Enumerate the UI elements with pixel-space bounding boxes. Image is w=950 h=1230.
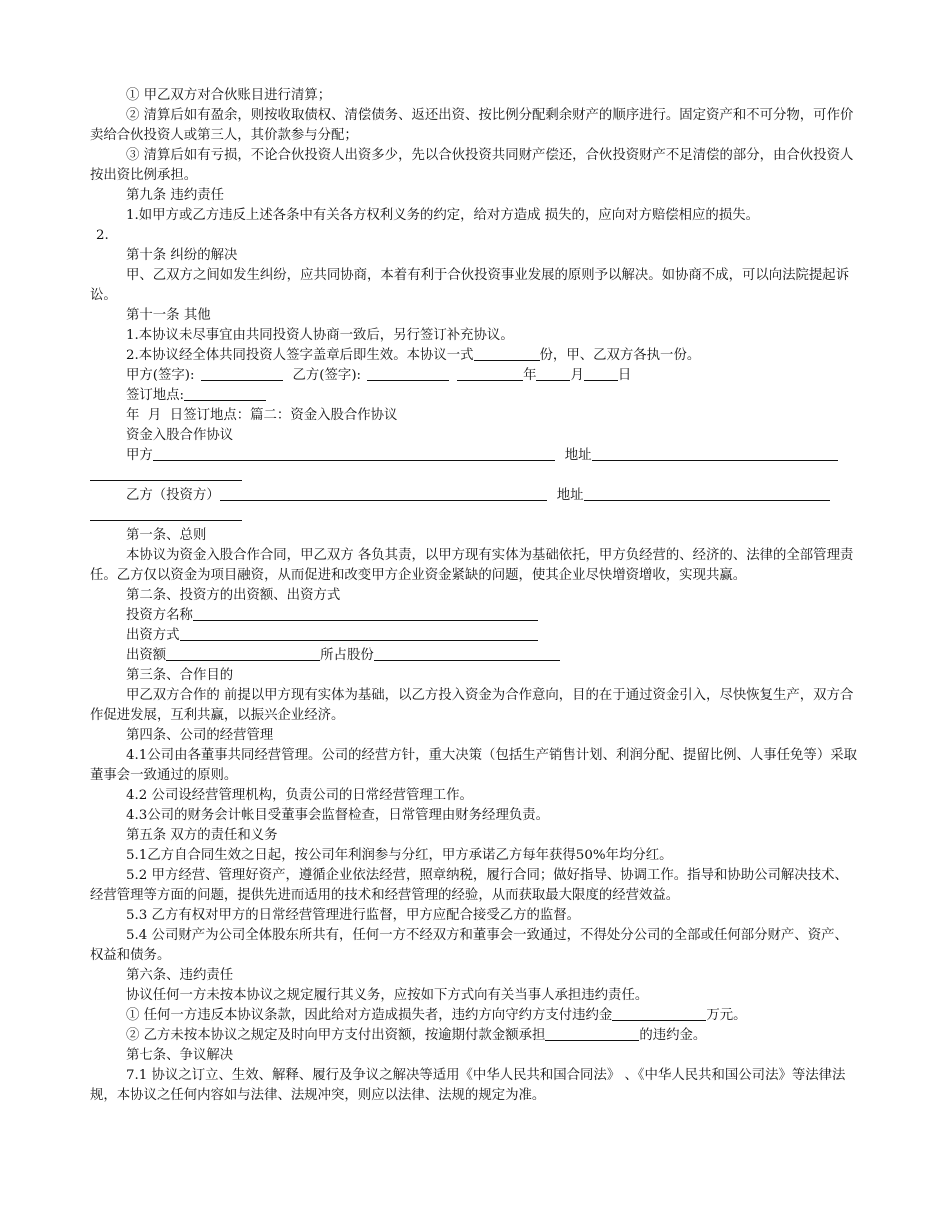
article-9-item-2: 2. (96, 228, 109, 243)
article-heading-2: 第二条、投资方的出资额、出资方式 (126, 588, 341, 603)
day-blank[interactable] (584, 366, 618, 381)
article-heading-6: 第六条、违约责任 (126, 968, 234, 983)
article-heading-4: 第四条、公司的经营管理 (126, 728, 274, 743)
copies-blank[interactable] (474, 346, 540, 361)
article-heading-3: 第三条、合作目的 (126, 668, 234, 683)
penalty-text: ① 任何一方违反本协议条款，因此给对方造成损失者，违约方向守约方支付违约金 (126, 1008, 613, 1023)
article-6-item-1 (90, 1006, 860, 1026)
clause-item-3: ③ 清算后如有亏损，不论合伙投资人出资多少，先以合伙投资共同财产偿还，合伙投资财产不足清偿的部分，由合伙投资人按出资比例承担。 (90, 148, 854, 183)
article-heading-11: 第十一条 其他 (126, 308, 211, 323)
investment-amount-label: 出资额 (126, 648, 167, 663)
clause-item-1: ① 甲乙双方对合伙账目进行清算； (126, 88, 332, 103)
month-blank[interactable] (536, 366, 570, 381)
article-5-item-2: 5.2 甲方经营、管理好资产，遵循企业依法经营，照章纳税，履行合同；做好指导、协调工作。指导和协助公司解决技术、经营管理等方面的问题，提供先进而适用的技术和经营管理的经验，从而获取最大限度的经营效益。 (90, 868, 848, 903)
party-b-sign-label: 乙方(签字): (292, 368, 362, 383)
article-7-item-1: 7.1 协议之订立、生效、解释、履行及争议之解决等适用《中华人民共和国合同法》 、《中华人民共和国公司法》等法律法规，本协议之任何内容如与法律、法规冲突，则应以法律、法规的规定为准。 (90, 1068, 846, 1103)
party-a-line (90, 446, 860, 466)
party-a-address-cont (90, 466, 860, 486)
signature-line (90, 366, 860, 386)
article-4-item-3: 4.3公司的财务会计帐目受董事会监督检查，日常管理由财务经理负责。 (126, 808, 550, 823)
article-1-text: 本协议为资金入股合作合同，甲乙双方 各负其责，以甲方现有实体为基础依托，甲方负经营的、经济的、法律的全部管理责任。乙方仅以资金为项目融资，从而促进和改变甲方企业资金紧缺的问题，使其企业尽快增资增收，实现共赢。 (90, 548, 854, 583)
article-heading-1: 第一条、总则 (126, 528, 207, 543)
party-b-address-blank[interactable] (584, 486, 830, 501)
party-a-address-blank[interactable] (592, 446, 838, 461)
article-4-item-2: 4.2 公司设经营管理机构，负责公司的日常经营管理工作。 (126, 788, 473, 803)
investment-method-line (90, 626, 860, 646)
investment-method-label: 出资方式 (126, 628, 180, 643)
article-5-item-1: 5.1乙方自合同生效之日起，按公司年利润参与分红，甲方承诺乙方每年获得50%年均分红。 (126, 848, 673, 863)
investment-method-blank[interactable] (180, 626, 538, 641)
article-heading-9: 第九条 违约责任 (126, 188, 224, 203)
investor-name-blank[interactable] (193, 606, 538, 621)
article-heading-10: 第十条 纠纷的解决 (126, 248, 238, 263)
party-a-sign-blank[interactable] (201, 366, 283, 381)
date-place-line: 年 月 日签订地点：篇二：资金入股合作协议 (126, 408, 398, 423)
party-b-address-blank-2[interactable] (90, 506, 242, 521)
penalty-unit: 万元。 (706, 1008, 747, 1023)
month-label: 月 (570, 368, 584, 383)
article-5-item-4: 5.4 公司财产为公司全体股东所共有，任何一方不经双方和董事会一致通过，不得处分公司的全部或任何部分财产、资产、权益和债务。 (90, 928, 848, 963)
day-label: 日 (617, 368, 632, 383)
signing-place-blank[interactable] (184, 386, 266, 401)
party-b-line (90, 486, 860, 506)
investor-name-label: 投资方名称 (126, 608, 193, 623)
party-a-label: 甲方 (126, 448, 153, 463)
document-page (90, 86, 860, 1106)
party-b-sign-blank[interactable] (367, 366, 449, 381)
signing-place (90, 386, 860, 406)
party-b-blank[interactable] (220, 486, 547, 501)
year-label: 年 (523, 368, 537, 383)
article-6-item-2 (90, 1026, 860, 1046)
copies-text: 2.本协议经全体共同投资人签字盖章后即生效。本协议一式 (126, 348, 474, 363)
article-10-text: 甲、乙双方之间如发生纠纷，应共同协商，本着有利于合伙投资事业发展的原则予以解决。如协商不成，可以向法院提起诉讼。 (90, 268, 850, 303)
party-b-address-label: 地址 (556, 488, 584, 503)
penalty-blank[interactable] (612, 1006, 706, 1021)
investment-amount-line (90, 646, 860, 666)
clause-item-2: ② 清算后如有盈余，则按收取债权、清偿债务、返还出资、按比例分配剩余财产的顺序进行。固定资产和不可分物，可作价卖给合伙投资人或第三人，其价款参与分配； (90, 108, 854, 143)
party-a-sign-label: 甲方(签字): (126, 368, 195, 383)
article-3-text: 甲乙双方合作的 前提以甲方现有实体为基础，以乙方投入资金为合作意向，目的在于通过资金引入，尽快恢复生产，双方合作促进发展，互利共赢，以振兴企业经济。 (90, 688, 854, 723)
year-blank[interactable] (457, 366, 523, 381)
signing-place-label: 签订地点: (126, 388, 185, 403)
party-b-address-cont (90, 506, 860, 526)
share-label: 所占股份 (320, 648, 374, 663)
article-5-item-3: 5.3 乙方有权对甲方的日常经营管理进行监督，甲方应配合接受乙方的监督。 (126, 908, 581, 923)
article-6-text: 协议任何一方未按本协议之规定履行其义务，应按如下方式向有关当事人承担违约责任。 (126, 988, 649, 1003)
party-a-address-label: 地址 (564, 448, 592, 463)
article-heading-5: 第五条 双方的责任和义务 (126, 828, 278, 843)
copies-text-end: 份，甲、乙双方各执一份。 (539, 348, 701, 363)
article-heading-7: 第七条、争议解决 (126, 1048, 234, 1063)
late-payment-blank[interactable] (545, 1026, 639, 1041)
share-blank[interactable] (374, 646, 560, 661)
article-9-item-1: 1.如甲方或乙方违反上述各条中有关各方权利义务的约定，给对方造成 损失的，应向对方赔偿相应的损失。 (126, 208, 759, 223)
investment-amount-blank[interactable] (166, 646, 320, 661)
party-a-blank[interactable] (153, 446, 555, 461)
article-11-item-1: 1.本协议未尽事宜由共同投资人协商一致后，另行签订补充协议。 (126, 328, 514, 343)
investor-name-line (90, 606, 860, 626)
late-payment-end: 的违约金。 (639, 1028, 707, 1043)
article-11-item-2 (90, 346, 860, 366)
party-a-address-blank-2[interactable] (90, 466, 242, 481)
article-4-item-1: 4.1公司由各董事共同经营管理。公司的经营方针，重大决策（包括生产销售计划、利润分配、提留比例、人事任免等）采取董事会一致通过的原则。 (90, 748, 857, 783)
party-b-label: 乙方（投资方） (126, 488, 220, 503)
late-payment-text: ② 乙方未按本协议之规定及时向甲方支付出资额，按逾期付款金额承担 (126, 1028, 546, 1043)
agreement-title: 资金入股合作协议 (126, 428, 234, 443)
